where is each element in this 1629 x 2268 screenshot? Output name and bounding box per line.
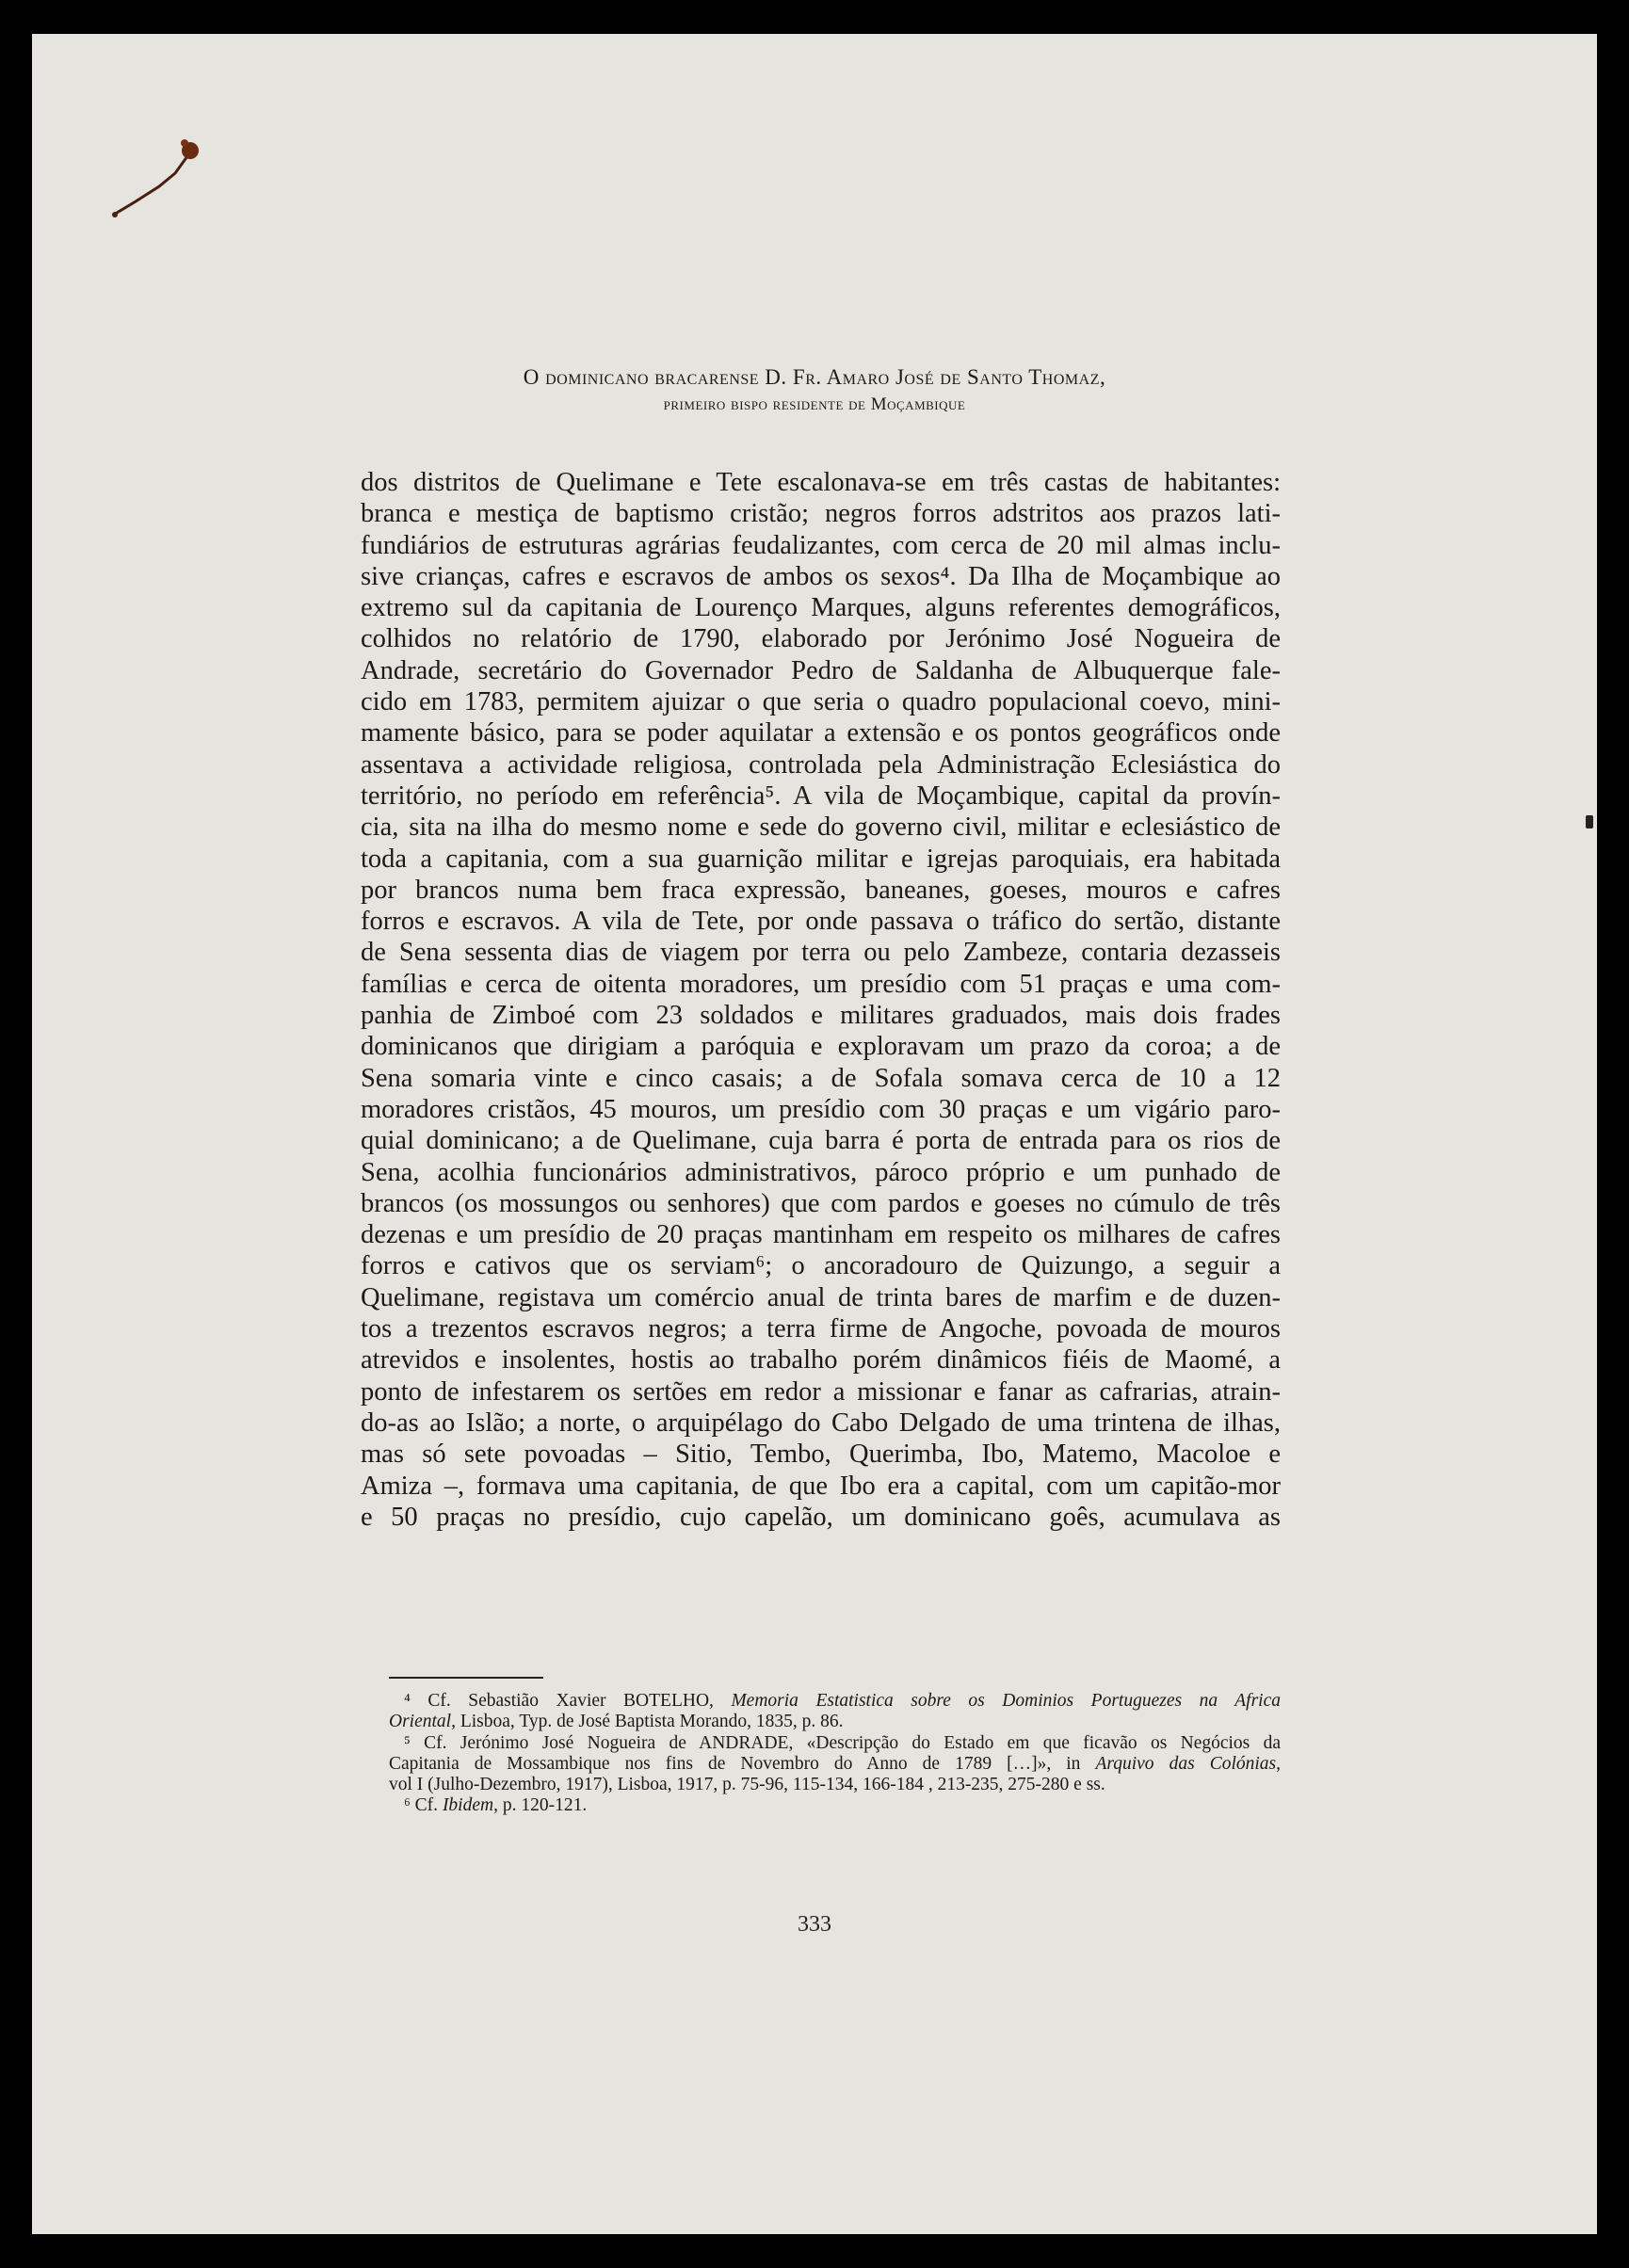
body-line: brancos (os mossungos ou senhores) que com pardos e goeses no cúmulo de três — [361, 1188, 1281, 1218]
body-paragraph — [361, 467, 1281, 1533]
body-line: forros e cativos que os serviam⁶; o ancoradouro de Quizungo, a seguir a — [361, 1251, 1281, 1281]
footnote-4-rest: , Lisboa, Typ. de José Baptista Morando, 1835, p. 86. — [451, 1712, 844, 1732]
body-line: dezenas e um presídio de 20 praças mantinham em respeito os milhares de cafres — [361, 1220, 1281, 1250]
scan-edge-mark — [1586, 815, 1593, 828]
body-line: tos a trezentos escravos negros; a terra firme de Angoche, povoada de mouros — [361, 1314, 1281, 1344]
body-line: por brancos numa bem fraca expressão, baneanes, goeses, mouros e cafres — [361, 875, 1281, 905]
body-line: cia, sita na ilha do mesmo nome e sede do governo civil, militar e eclesiástico de — [361, 812, 1281, 843]
footnote-4-line — [389, 1712, 1281, 1732]
ink-stain-mark — [107, 119, 211, 222]
body-line: Sena, acolhia funcionários administrativos, pároco próprio e um punhado de — [361, 1157, 1281, 1187]
body-line: Amiza –, formava uma capitania, de que Ibo era a capital, com um capitão-mor — [361, 1471, 1281, 1501]
body-line: território, no período em referência⁵. A vila de Moçambique, capital da provín- — [361, 780, 1281, 811]
body-line: mamente básico, para se poder aquilatar a extensão e os pontos geográficos onde — [361, 718, 1281, 748]
body-line: cido em 1783, permitem ajuizar o que seria o quadro populacional coevo, mini- — [361, 687, 1281, 717]
footnote-5-line: ⁵ Cf. Jerónimo José Nogueira de ANDRADE, «Descripção do Estado em que ficavão os Negócios da — [404, 1732, 1281, 1753]
body-line: Andrade, secretário do Governador Pedro de Saldanha de Albuquerque fale- — [361, 655, 1281, 685]
body-line: panhia de Zimboé com 23 soldados e militares graduados, mais dois frades — [361, 1001, 1281, 1031]
body-line: extremo sul da capitania de Lourenço Marques, alguns referentes demográficos, — [361, 593, 1281, 623]
body-line: branca e mestiça de baptismo cristão; negros forros adstritos aos prazos lati- — [361, 499, 1281, 529]
body-line: Quelimane, registava um comércio anual de trinta bares de marfim e de duzen- — [361, 1282, 1281, 1312]
body-line: famílias e cerca de oitenta moradores, um presídio com 51 praças e uma com- — [361, 969, 1281, 999]
footnote-divider — [389, 1677, 543, 1679]
footnote-4-title: Memoria Estatistica sobre os Dominios Portuguezes na Africa — [731, 1691, 1281, 1711]
body-line: fundiários de estruturas agrárias feudalizantes, com cerca de 20 mil almas inclu- — [361, 530, 1281, 560]
footnote-5-line — [389, 1754, 1281, 1775]
body-line: e 50 praças no presídio, cujo capelão, um dominicano goês, acumulava as — [361, 1502, 1281, 1532]
body-line: de Sena sessenta dias de viagem por terra ou pelo Zambeze, contaria dezasseis — [361, 938, 1281, 968]
footnotes — [389, 1691, 1281, 1817]
footnote-4-line — [389, 1691, 1281, 1712]
footnote-6-cite: ⁶ Cf. — [404, 1795, 443, 1816]
running-head-subtitle: primeiro bispo residente de Moçambique — [663, 394, 966, 414]
footnote-6-line — [389, 1795, 1281, 1816]
footnote-6-title: Ibidem — [442, 1795, 494, 1816]
running-head-title: O dominicano bracarense D. Fr. Amaro José de Santo Thomaz, — [523, 365, 1106, 389]
body-line: do-as ao Islão; a norte, o arquipélago do Cabo Delgado de uma trintena de ilhas, — [361, 1407, 1281, 1438]
body-line: colhidos no relatório de 1790, elaborado por Jerónimo José Nogueira de — [361, 624, 1281, 654]
body-line: Sena somaria vinte e cinco casais; a de Sofala somava cerca de 10 a 12 — [361, 1063, 1281, 1093]
footnote-5-line: vol I (Julho-Dezembro, 1917), Lisboa, 1917, p. 75-96, 115-134, 166-184 , 213-235, 275-280 e ss. — [389, 1775, 1105, 1795]
body-line: atrevidos e insolentes, hostis ao trabalho porém dinâmicos fiéis de Maomé, a — [361, 1345, 1281, 1375]
body-line: assentava a actividade religiosa, controlada pela Administração Eclesiástica do — [361, 749, 1281, 780]
footnote-5-text: Capitania de Mossambique nos fins de Novembro do Anno de 1789 […]», in — [389, 1753, 1096, 1774]
page-number: 333 — [798, 1912, 831, 1937]
body-line: dominicanos que dirigiam a paróquia e exploravam um prazo da coroa; a de — [361, 1032, 1281, 1062]
body-line: dos distritos de Quelimane e Tete escalonava-se em três castas de habitantes: — [361, 468, 1281, 497]
body-line: sive crianças, cafres e escravos de ambos os sexos⁴. Da Ilha de Moçambique ao — [361, 561, 1281, 591]
body-line: forros e escravos. A vila de Tete, por onde passava o tráfico do sertão, distante — [361, 907, 1281, 937]
body-line: mas só sete povoadas – Sitio, Tembo, Querimba, Ibo, Matemo, Macoloe e — [361, 1440, 1281, 1470]
footnote-4-cite: ⁴ Cf. Sebastião Xavier BOTELHO, — [404, 1691, 732, 1711]
body-line: quial dominicano; a de Quelimane, cuja barra é porta de entrada para os rios de — [361, 1126, 1281, 1156]
body-line: toda a capitania, com a sua guarnição militar e igrejas paroquiais, era habitada — [361, 844, 1281, 874]
footnote-5-title: Arquivo das Colónias, — [1095, 1753, 1281, 1774]
footnote-4-title-cont: Oriental — [389, 1712, 452, 1732]
document-page — [32, 34, 1597, 2234]
body-line: moradores cristãos, 45 mouros, um presídio com 30 praças e um vigário paro- — [361, 1094, 1281, 1124]
body-line: ponto de infestarem os sertões em redor a missionar e fanar as cafrarias, atrain- — [361, 1376, 1281, 1407]
footnote-6-rest: , p. 120-121. — [493, 1795, 588, 1816]
